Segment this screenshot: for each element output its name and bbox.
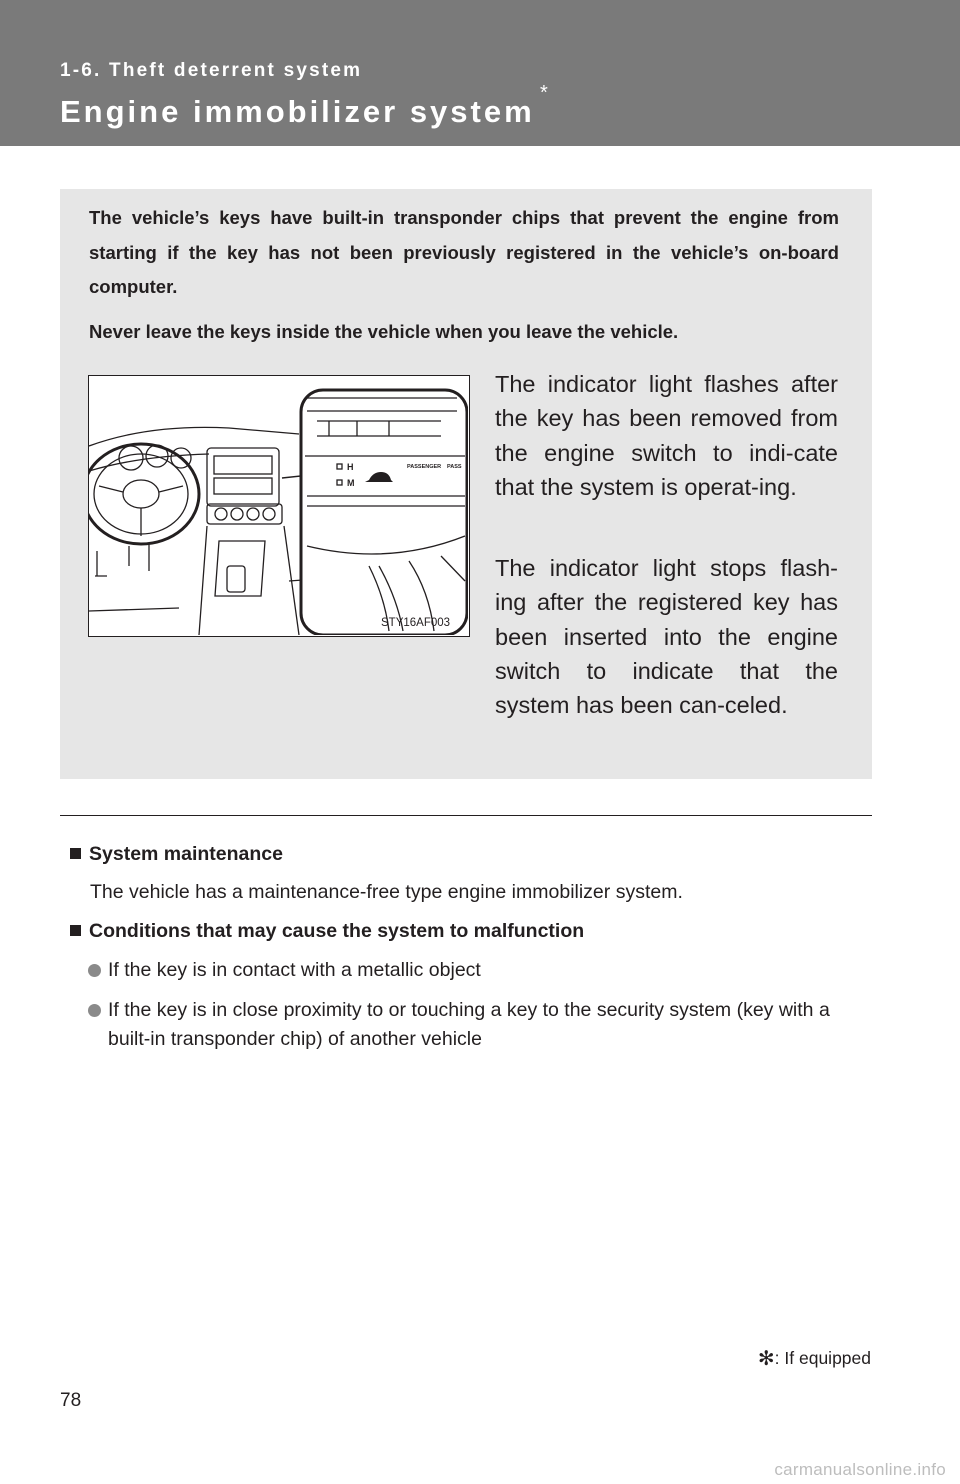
- zoom-callout: [301, 390, 467, 635]
- footnote-mark: ✻: [757, 1348, 775, 1370]
- illustration-code: STY16AF003: [381, 617, 451, 629]
- intro-warning: Never leave the keys inside the vehicle when you leave the vehicle.: [89, 321, 679, 342]
- page-number: 78: [60, 1390, 82, 1411]
- indicator-flash-description: The indicator light flashes after the key has been removed from the engine switch to indi-cate that the system is operat-ing.: [495, 371, 838, 500]
- list-item: [88, 956, 868, 985]
- list-item-text: If the key is in close proximity to or touching a key to the security system (key with a built-in transponder chip) of another vehicle: [108, 999, 830, 1050]
- indicator-m-label: M: [347, 478, 355, 488]
- list-item: [88, 996, 868, 1054]
- title-footnote-mark: *: [540, 82, 548, 104]
- passenger-label: PASSENGER: [407, 464, 442, 470]
- bullet-dot-icon: [88, 1004, 101, 1017]
- square-bullet-icon: [70, 925, 81, 936]
- maintenance-heading-text: System maintenance: [89, 843, 284, 865]
- center-stack: [207, 448, 279, 506]
- page-title-text: Engine immobilizer system: [60, 94, 535, 129]
- footnote-text: : If equipped: [774, 1348, 871, 1368]
- malfunction-heading-text: Conditions that may cause the system to malfunction: [89, 920, 585, 942]
- list-item-text: If the key is in contact with a metallic object: [108, 959, 481, 981]
- section-label: 1-6. Theft deterrent system: [60, 60, 363, 81]
- section-divider: [60, 815, 872, 816]
- footnote: [758, 1346, 871, 1371]
- page-title: [60, 94, 535, 130]
- maintenance-text: The vehicle has a maintenance-free type engine immobilizer system.: [90, 881, 683, 903]
- indicator-h-label: H: [347, 462, 354, 472]
- watermark: carmanualsonline.info: [774, 1460, 946, 1479]
- dashboard-lines: [89, 390, 468, 635]
- pass-label: PASS: [447, 464, 462, 470]
- dashboard-illustration: [88, 375, 470, 637]
- bullet-dot-icon: [88, 964, 101, 977]
- dashboard-drawing: [89, 376, 468, 635]
- square-bullet-icon: [70, 848, 81, 859]
- intro-paragraph: The vehicle’s keys have built-in transponder chips that prevent the engine from starting if the key has not been previously registered in the vehicle’s on-board computer.: [89, 207, 839, 297]
- malfunction-heading: [70, 920, 584, 943]
- maintenance-heading: [70, 843, 283, 866]
- indicator-stop-description: The indicator light stops flash-ing after the registered key has been inserted into the engine switch to indicate that the system has been can-celed.: [495, 555, 838, 719]
